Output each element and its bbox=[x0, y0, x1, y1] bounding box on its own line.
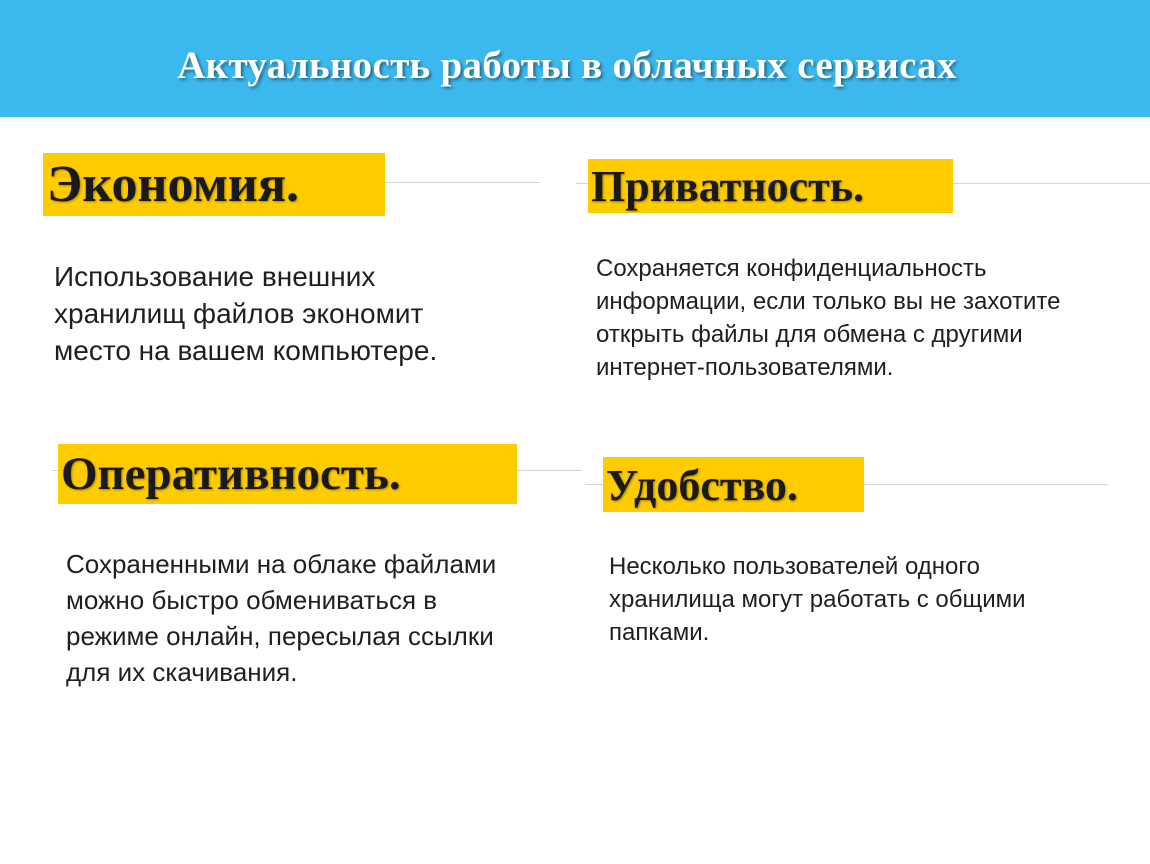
text-line: интернет-пользователями. bbox=[596, 354, 894, 381]
section-text-privacy bbox=[596, 252, 1060, 384]
section-heading-efficiency: Оперативность. bbox=[58, 444, 517, 504]
section-text-economy bbox=[54, 258, 437, 369]
divider-line bbox=[385, 182, 540, 183]
text-line: информации, если только вы не захотите bbox=[596, 288, 1061, 315]
text-line: хранилищ файлов экономит bbox=[54, 298, 424, 329]
text-line: для их скачивания. bbox=[66, 657, 298, 687]
text-line: можно быстро обмениваться в bbox=[66, 585, 438, 615]
section-heading-economy: Экономия. bbox=[43, 153, 385, 216]
text-line: место на вашем компьютере. bbox=[54, 335, 438, 366]
text-line: хранилища могут работать с общими bbox=[609, 586, 1026, 613]
text-line: Использование внешних bbox=[54, 261, 376, 292]
text-line: открыть файлы для обмена с другими bbox=[596, 321, 1023, 348]
text-line: папками. bbox=[609, 619, 710, 646]
text-line: Несколько пользователей одного bbox=[609, 553, 980, 580]
section-heading-convenience: Удобство. bbox=[603, 457, 864, 512]
text-line: режиме онлайн, пересылая ссылки bbox=[66, 621, 494, 651]
section-text-convenience bbox=[609, 550, 1026, 649]
section-text-efficiency bbox=[66, 546, 496, 690]
text-line: Сохраненными на облаке файлами bbox=[66, 549, 497, 579]
text-line: Сохраняется конфиденциальность bbox=[596, 255, 987, 282]
section-heading-privacy: Приватность. bbox=[588, 159, 953, 213]
slide-title: Актуальность работы в облачных сервисах bbox=[177, 44, 957, 87]
